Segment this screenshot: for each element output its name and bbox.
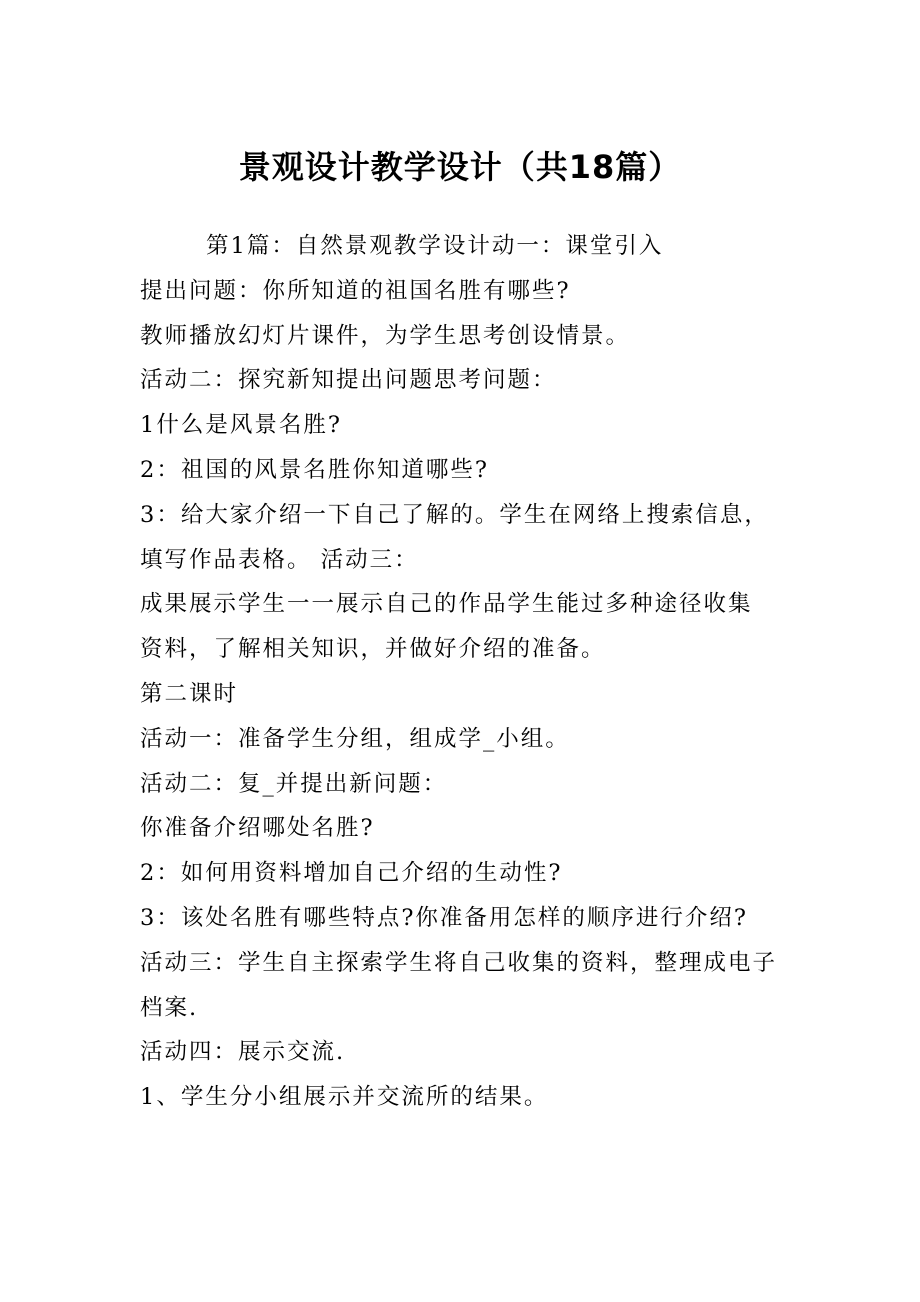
paragraph-line: 教师播放幻灯片课件，为学生思考创设情景。 xyxy=(140,322,631,349)
paragraph-line: 活动一：准备学生分组，组成学_小组。 xyxy=(140,725,570,752)
paragraph-line: 第二课时 xyxy=(140,680,239,707)
paragraph-line: 成果展示学生一一展示自己的作品学生能过多种途径收集 xyxy=(140,591,753,618)
paragraph-line: 你准备介绍哪处名胜? xyxy=(140,815,375,842)
paragraph-line: 档案. xyxy=(140,994,199,1021)
paragraph-line: 资料，了解相关知识，并做好介绍的准备。 xyxy=(140,636,606,663)
paragraph-line: 1、学生分小组展示并交流所的结果。 xyxy=(140,1084,549,1111)
paragraph-line: 提出问题：你所知道的祖国名胜有哪些? xyxy=(140,277,571,304)
paragraph-line: 活动三：学生自主探索学生将自己收集的资料，整理成电子 xyxy=(140,949,778,976)
paragraph-line: 活动二：探究新知提出问题思考问题： xyxy=(140,367,557,394)
paragraph-line: 2：如何用资料增加自己介绍的生动性? xyxy=(140,860,563,887)
paragraph-line: 3：该处名胜有哪些特点?你准备用怎样的顺序进行介绍? xyxy=(140,904,748,931)
paragraph-line: 2：祖国的风景名胜你知道哪些? xyxy=(140,456,489,483)
paragraph-line: 1什么是风景名胜? xyxy=(140,412,342,439)
paragraph-line: 第1篇：自然景观教学设计动一：课堂引入 xyxy=(206,233,664,259)
paragraph-line: 填写作品表格。 活动三： xyxy=(140,546,419,573)
paragraph-line: 活动四：展示交流. xyxy=(140,1039,346,1066)
document-title: 景观设计教学设计（共18篇） xyxy=(238,148,682,186)
paragraph-line: 活动二：复_并提出新问题： xyxy=(140,770,448,797)
paragraph-line: 3：给大家介绍一下自己了解的。学生在网络上搜索信息， xyxy=(140,501,769,528)
document-body xyxy=(140,224,788,1120)
